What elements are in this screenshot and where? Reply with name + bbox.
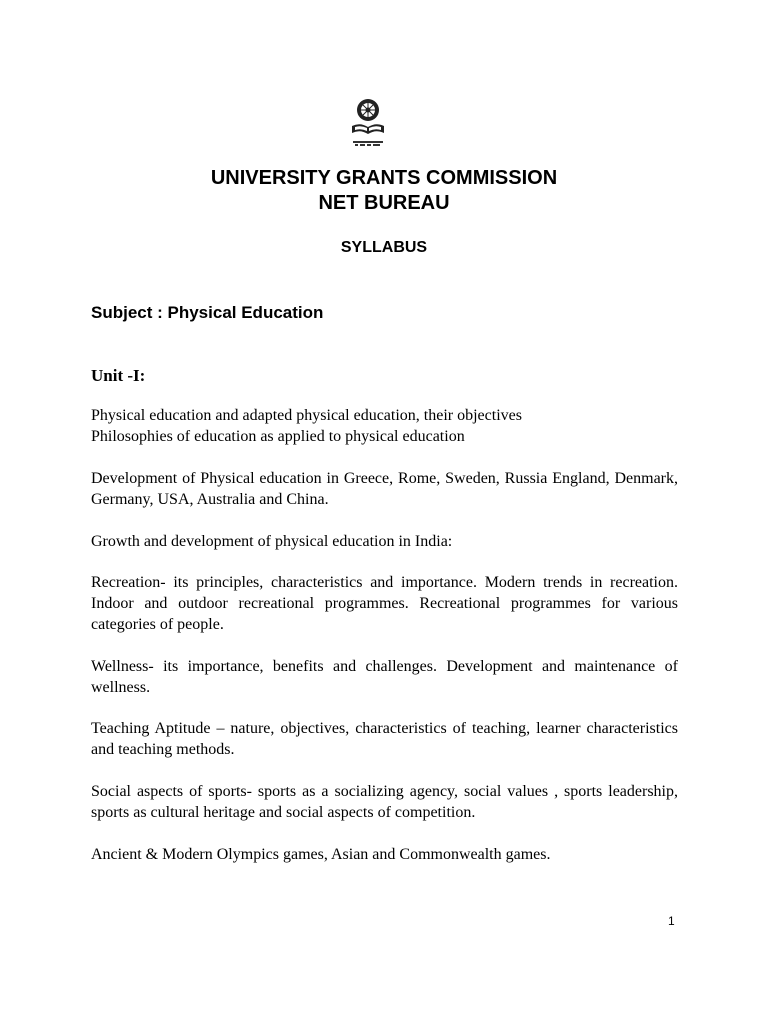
paragraph-text: Growth and development of physical education in India: bbox=[91, 533, 453, 550]
paragraph-social-aspects bbox=[91, 781, 678, 823]
page-number: 1 bbox=[668, 914, 675, 928]
paragraph-objectives bbox=[91, 405, 678, 447]
paragraph-olympics bbox=[91, 844, 678, 865]
ugc-emblem-icon bbox=[344, 96, 392, 152]
paragraph-text: Ancient & Modern Olympics games, Asian and Commonwealth games. bbox=[91, 846, 551, 863]
paragraph-text: Recreation- its principles, characteristics and importance. Modern trends in recreation. Indoor and outdoor recreational programmes. Recreational programmes for various categories of people. bbox=[91, 574, 678, 633]
paragraph-text: Development of Physical education in Greece, Rome, Sweden, Russia England, Denmark, Germany, USA, Australia and China. bbox=[91, 470, 678, 508]
paragraph-teaching-aptitude bbox=[91, 718, 678, 760]
paragraph-line: Physical education and adapted physical education, their objectives bbox=[91, 407, 522, 424]
paragraph-text: Wellness- its importance, benefits and challenges. Development and maintenance of wellness. bbox=[91, 658, 678, 696]
document-type-heading: SYLLABUS bbox=[340, 239, 428, 256]
unit-heading: Unit -I: bbox=[91, 366, 146, 385]
paragraph-text: Social aspects of sports- sports as a socializing agency, social values , sports leadership, sports as cultural heritage and social aspects of competition. bbox=[91, 783, 678, 821]
paragraph-recreation bbox=[91, 572, 678, 635]
paragraph-wellness bbox=[91, 656, 678, 698]
paragraph-development bbox=[91, 468, 678, 510]
paragraph-growth bbox=[91, 531, 678, 552]
organization-title: UNIVERSITY GRANTS COMMISSION bbox=[210, 167, 558, 189]
bureau-title: NET BUREAU bbox=[318, 192, 450, 214]
paragraph-text: Teaching Aptitude – nature, objectives, characteristics of teaching, learner characteristics and teaching methods. bbox=[91, 720, 678, 758]
subject-heading: Subject : Physical Education bbox=[91, 303, 324, 322]
paragraph-line: Philosophies of education as applied to physical education bbox=[91, 428, 465, 445]
